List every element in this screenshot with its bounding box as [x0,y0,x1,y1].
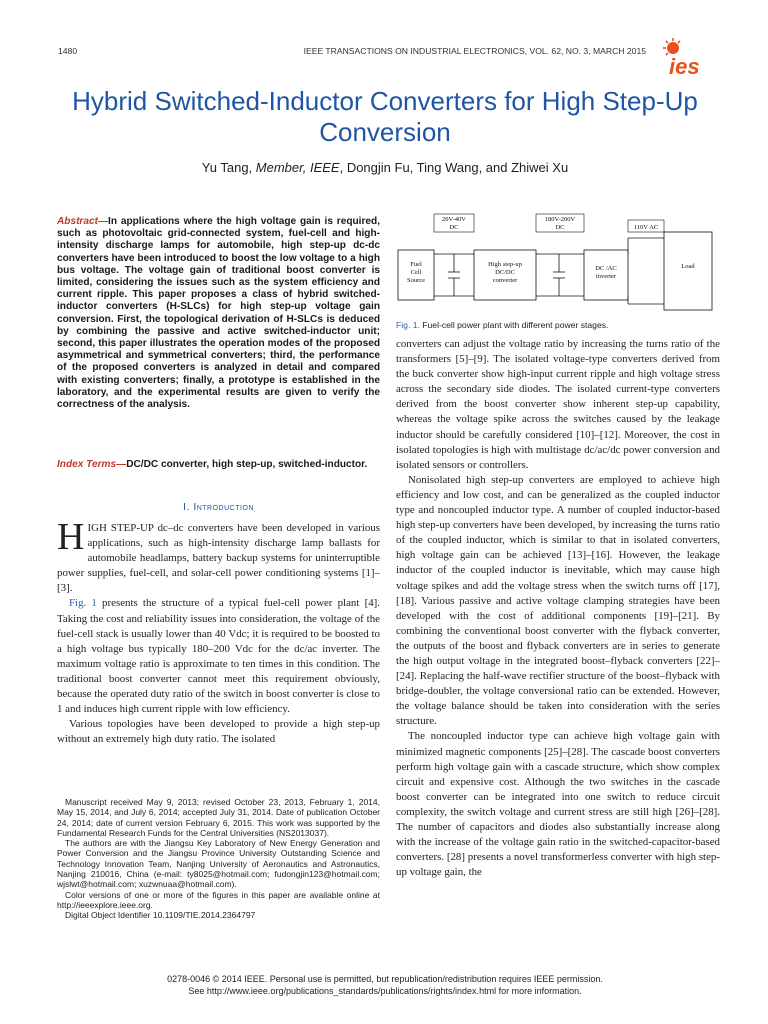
inverter-label-1: DC /AC [595,265,617,272]
paragraph: Nonisolated high step-up converters are employed to achieve high efficiency and low cost, and can be generalized as the coupled inductor type and noncoupled inductor type. A number of coupled inductor-based high step-up converters have been developed, by increasing the turns ratio of the coupled inductor, which is similar to that in isolated converters, high voltage gain can be achieved [13]–[16]. However, the leakage inductor of the coupled inductor is inevitable, which may cause high voltage spikes and add the voltage stress when the switch turns off [17], [18]. Various passive and active voltage clamping strategies have been developed with the cost of additional components [19]–[21]. By combining the conventional boost converter with the flyback converter, the outputs of the boost and flyback converters are in series to generate the high output voltage in the integrated boost–flyback converters [22]–[24]. Replacing the half-wave rectifier structure of the boost–flyback with bridge-doubler, the voltage conversional ratio can be extended. However, the voltage balance should be taken into consideration with the series structure. [396,473,720,728]
copyright-line-2: See http://www.ieee.org/publications_standards/publications/rights/index.html for more information. [188,986,582,996]
page-number: 1480 [58,46,78,56]
load-label: Load [681,263,695,270]
body-column-left [57,516,380,747]
converter-label-1: High step-up [488,261,522,268]
wiring [434,238,664,304]
load-block [664,232,712,310]
paragraph: Various topologies have been developed to provide a high step-up without an extremely high duty ratio. The isolated [57,718,380,746]
logo-text: ies [669,54,700,78]
bus-voltage-label: 180V-200V [544,216,576,223]
source-label-2: Cell [410,269,422,276]
index-terms: Index Terms—DC/DC converter, high step-up, switched-inductor. [57,459,368,470]
index-terms-label: Index Terms [57,459,117,470]
footnote-doi: Digital Object Identifier 10.1109/TIE.2014.2364797 [65,910,256,921]
source-label-1: Fuel [410,261,422,268]
bus-dc-label: DC [555,224,565,231]
output-voltage-label: 110V AC [633,224,659,231]
inverter-label-2: inverter [595,273,617,280]
figure-caption-label: Fig. 1. [396,320,420,330]
abstract-label: Abstract [57,216,98,227]
section-numeral: I. [183,501,190,513]
index-terms-text: DC/DC converter, high step-up, switched-inductor. [126,459,368,470]
converter-label-3: converter [492,277,518,284]
footnote-affiliation: The authors are with the Jiangsu Key Laboratory of New Energy Generation and Power Conversion and the Jiangsu Province University Outstanding Science and Technology Innovation Team, Nanjing University of Aeronautics and Astronautics, Nanjing 210016, China (e-mail: ty8025@hotmail.com; fudongjin123@hotmail.com; wjslwt@hotmail.com; xuzwnuaa@hotmail.com). [57,838,380,890]
author-first: Yu Tang, [201,160,256,175]
paragraph: converters can adjust the voltage ratio by increasing the turns ratio of the transformers [5]–[9]. The isolated voltage-type converters derived from the buck converter show high-input current ripple and high voltage stress across the secondary side diodes. The isolated current-type converters derived from the boost converter show inherent step-up capability, whereas the voltage spike across the switches caused by the leakage inductor should be carefully considered [10]–[12]. Moreover, the cost in isolated topologies is high with multistage dc/ac/dc power conversion and isolated sensors or controllers. [396,338,720,471]
input-dc-label: DC [449,224,459,231]
ies-logo [663,38,717,78]
first-page-footnote [57,797,380,921]
paragraph: Fig. 1 presents the structure of a typical fuel-cell power plant [4]. Taking the cost and reliability issues into consideration, the voltage of the fuel-cell stack is usually lower than 40 Vdc; it is required to be boosted to a high voltage bus typically 180–200 Vdc for the dc/ac inverter. The maximum voltage ratio is approximate to ten times in this condition. The traditional boost converter cannot meet this requirement obviously, because the operated duty ratio of the switch in boost converter is close to 1 and induces high current ripple with low efficiency. [57,597,380,716]
figure-caption [396,320,716,330]
figure-reference-link[interactable]: Fig. 1 [69,597,97,610]
abstract-text: In applications where the high voltage gain is required, such as photovoltaic grid-connected system, fuel-cell and high-intensity discharge lamps for automobile, high step-up dc-dc converters have been introduced to boost the low voltage to a high bus voltage. The voltage gain of traditional boost converter is limited, considering the issues such as the system efficiency and current ripple. This paper proposes a class of hybrid switched-inductor converters (H-SLCs) for high step-up voltage gain conversion. First, the topological derivation of H-SLCs is deduced by combining the passive and active switched-inductor unit; second, this paper illustrates the operation modes of the proposed asymmetrical and symmetrical converters; third, the performance of the proposed converters is analyzed in detail and compared with existing converters; finally, a prototype is established in the laboratory, and the experimental results are given to verify the correctness of the analysis. [57,216,380,411]
drop-cap: H [57,516,85,558]
logo-sun-icon [667,42,679,54]
copyright-line-1: 0278-0046 © 2014 IEEE. Personal use is permitted, but republication/redistribution requires IEEE permission. [167,974,603,984]
paragraph: HIGH STEP-UP dc–dc converters have been developed in various applications, such as high-intensity discharge lamp ballasts for automobile headlamps, battery backup systems for uninterruptible power supplies, fuel-cell, and solar-cell power conditioning systems [1]–[3]. [57,516,380,595]
section-heading [57,501,380,513]
converter-label-2: DC/DC [495,269,515,276]
input-voltage-label: 20V-40V [442,216,466,223]
figure-caption-text: Fuel-cell power plant with different power stages. [422,320,609,330]
paper-title: Hybrid Switched-Inductor Converters for High Step-Up Conversion [72,86,698,147]
author-role: Member, IEEE [255,160,340,175]
body-column-right [396,337,720,880]
footnote-manuscript: Manuscript received May 9, 2013; revised October 23, 2013, February 1, 2014, May 15, 2014, and July 6, 2014; accepted July 31, 2014. Date of publication October 24, 2014; date of current version February 6, 2015. This work was supported by the Fundamental Research Funds for the Central Universities (NS2013037). [57,797,380,838]
figure-1-block-diagram [396,210,716,315]
copyright-notice [40,973,730,997]
footnote-color: Color versions of one or more of the figures in this paper are available online at http://ieeexplore.ieee.org. [57,889,380,910]
abstract: Abstract—In applications where the high voltage gain is required, such as photovoltaic grid-connected system, fuel-cell and high-intensity discharge lamps for automobile, high step-up dc-dc converters have been introduced to boost the low voltage to a high bus voltage. The voltage gain of traditional boost converter is limited, considering the issues such as the system efficiency and current ripple. This paper proposes a class of hybrid switched-inductor converters (H-SLCs) for high step-up voltage gain conversion. First, the topological derivation of H-SLCs is deduced by combining the passive and active switched-inductor unit; second, this paper illustrates the operation modes of the proposed asymmetrical and symmetrical converters; third, the performance of the proposed converters is analyzed in detail and compared with existing converters; finally, a prototype is established in the laboratory, and the experimental results are given to verify the correctness of the analysis. [57,216,380,411]
section-title: Introduction [193,501,254,513]
author-list [40,160,730,175]
journal-header: IEEE TRANSACTIONS ON INDUSTRIAL ELECTRONICS, VOL. 62, NO. 3, MARCH 2015 [303,46,646,56]
author-rest: , Dongjin Fu, Ting Wang, and Zhiwei Xu [339,160,569,175]
source-label-3: Source [406,277,426,284]
paragraph: The noncoupled inductor type can achieve high voltage gain with minimized magnetic components [25]–[28]. The cascade boost converters perform high voltage gain with a cascade structure, which show complex circuit and expensive cost. Although the two switches in the cascade boost converter can be integrated into one switch to reduce circuit complexity, the switch voltage and current stress are still high [26]–[28]. The number of capacitors and diodes also substantially increase along with the increase of the voltage gain ratio in the switched-capacitor-based converters. [28] presents a novel transformerless converter with high step-up voltage gain, the [396,730,720,879]
